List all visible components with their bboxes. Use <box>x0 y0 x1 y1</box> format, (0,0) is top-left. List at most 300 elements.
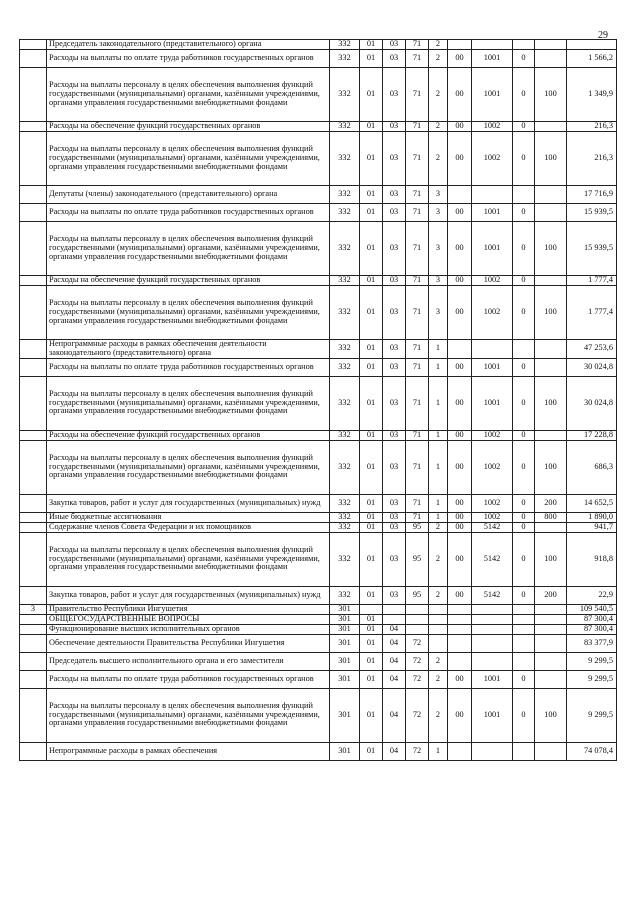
row-code-cell <box>20 68 47 122</box>
row-code-cell: 71 <box>406 132 429 186</box>
row-amount-cell: 1 566,2 <box>567 50 617 68</box>
row-code-cell: 00 <box>448 512 472 522</box>
row-name-cell: Депутаты (члены) законодательного (представительного) органа <box>47 186 330 204</box>
row-code-cell: 0 <box>513 276 535 286</box>
row-code-cell: 01 <box>360 512 383 522</box>
row-code-cell <box>20 358 47 376</box>
row-code-cell: 2 <box>429 586 448 604</box>
row-name-cell: Расходы на выплаты персоналу в целях обеспечения выполнения функций государственными (муниципальными) органами, казёнными учреждениями, органами управления государственными внебюджетными фондами <box>47 286 330 340</box>
row-code-cell: 332 <box>330 440 360 494</box>
row-amount-cell: 1 890,0 <box>567 512 617 522</box>
row-code-cell: 0 <box>513 358 535 376</box>
table-row <box>20 204 617 222</box>
row-amount-cell <box>567 40 617 50</box>
row-code-cell: 72 <box>406 688 429 742</box>
row-code-cell <box>535 430 567 440</box>
row-code-cell <box>20 186 47 204</box>
row-code-cell <box>20 522 47 532</box>
table-row <box>20 286 617 340</box>
row-code-cell: 1002 <box>472 132 513 186</box>
row-code-cell <box>448 742 472 760</box>
row-name-cell: Расходы на выплаты персоналу в целях обеспечения выполнения функций государственными (муниципальными) органами, казёнными учреждениями, органами управления государственными внебюджетными фондами <box>47 68 330 122</box>
row-code-cell: 332 <box>330 276 360 286</box>
row-code-cell: 0 <box>513 670 535 688</box>
row-code-cell: 301 <box>330 652 360 670</box>
row-code-cell: 01 <box>360 670 383 688</box>
row-code-cell: 01 <box>360 286 383 340</box>
row-code-cell: 03 <box>383 122 406 132</box>
row-code-cell: 3 <box>429 186 448 204</box>
row-code-cell <box>20 614 47 624</box>
row-code-cell: 332 <box>330 532 360 586</box>
row-amount-cell: 9 299,5 <box>567 688 617 742</box>
row-amount-cell: 74 078,4 <box>567 742 617 760</box>
row-name-cell: Председатель законодательного (представительного) органа <box>47 40 330 50</box>
row-code-cell <box>448 340 472 359</box>
row-code-cell: 71 <box>406 50 429 68</box>
row-code-cell: 1002 <box>472 430 513 440</box>
row-amount-cell: 15 939,5 <box>567 204 617 222</box>
row-code-cell: 03 <box>383 512 406 522</box>
row-code-cell: 03 <box>383 186 406 204</box>
row-code-cell: 00 <box>448 688 472 742</box>
row-code-cell: 00 <box>448 430 472 440</box>
row-code-cell <box>20 652 47 670</box>
row-code-cell: 71 <box>406 358 429 376</box>
row-code-cell: 01 <box>360 132 383 186</box>
row-code-cell: 04 <box>383 742 406 760</box>
row-name-cell: Расходы на обеспечение функций государственных органов <box>47 276 330 286</box>
row-code-cell: 04 <box>383 652 406 670</box>
row-code-cell <box>20 440 47 494</box>
row-code-cell: 3 <box>429 286 448 340</box>
row-code-cell <box>535 742 567 760</box>
row-amount-cell: 22,9 <box>567 586 617 604</box>
row-code-cell: 03 <box>383 522 406 532</box>
row-code-cell <box>472 742 513 760</box>
row-name-cell: Расходы на обеспечение функций государственных органов <box>47 430 330 440</box>
page-number: 29 <box>598 30 608 41</box>
row-code-cell: 5142 <box>472 586 513 604</box>
table-row <box>20 586 617 604</box>
row-amount-cell: 47 253,6 <box>567 340 617 359</box>
row-code-cell: 03 <box>383 494 406 512</box>
row-code-cell <box>20 132 47 186</box>
row-code-cell <box>513 340 535 359</box>
row-code-cell <box>20 634 47 652</box>
row-code-cell: 100 <box>535 68 567 122</box>
row-code-cell: 00 <box>448 532 472 586</box>
row-code-cell: 01 <box>360 376 383 430</box>
row-amount-cell: 216,3 <box>567 122 617 132</box>
row-name-cell: ОБЩЕГОСУДАРСТВЕННЫЕ ВОПРОСЫ <box>47 614 330 624</box>
row-code-cell: 100 <box>535 688 567 742</box>
row-amount-cell: 686,3 <box>567 440 617 494</box>
table-row <box>20 122 617 132</box>
row-code-cell: 100 <box>535 132 567 186</box>
row-code-cell <box>535 614 567 624</box>
row-code-cell: 00 <box>448 132 472 186</box>
table-row <box>20 670 617 688</box>
row-code-cell: 332 <box>330 376 360 430</box>
row-name-cell: Расходы на выплаты персоналу в целях обеспечения выполнения функций государственными (муниципальными) органами, казёнными учреждениями, органами управления государственными внебюджетными фондами <box>47 440 330 494</box>
row-amount-cell: 941,7 <box>567 522 617 532</box>
row-amount-cell: 30 024,8 <box>567 358 617 376</box>
row-code-cell <box>472 624 513 634</box>
row-name-cell: Правительство Республики Ингушетия <box>47 604 330 614</box>
row-code-cell: 95 <box>406 522 429 532</box>
row-code-cell: 03 <box>383 132 406 186</box>
row-code-cell: 1001 <box>472 50 513 68</box>
row-code-cell <box>513 624 535 634</box>
row-code-cell: 03 <box>383 276 406 286</box>
row-code-cell <box>513 742 535 760</box>
row-code-cell: 0 <box>513 222 535 276</box>
row-code-cell: 5142 <box>472 522 513 532</box>
table-row <box>20 340 617 359</box>
row-name-cell: Расходы на выплаты по оплате труда работников государственных органов <box>47 50 330 68</box>
row-code-cell: 1002 <box>472 122 513 132</box>
row-code-cell: 1002 <box>472 494 513 512</box>
row-code-cell: 3 <box>429 204 448 222</box>
row-code-cell <box>360 604 383 614</box>
table-row <box>20 222 617 276</box>
row-code-cell: 1 <box>429 358 448 376</box>
row-code-cell: 71 <box>406 286 429 340</box>
row-code-cell: 1 <box>429 494 448 512</box>
row-code-cell: 1 <box>429 430 448 440</box>
table-row <box>20 186 617 204</box>
row-code-cell: 01 <box>360 40 383 50</box>
row-code-cell <box>535 276 567 286</box>
row-code-cell: 100 <box>535 376 567 430</box>
row-code-cell: 03 <box>383 222 406 276</box>
row-code-cell: 332 <box>330 512 360 522</box>
row-code-cell: 03 <box>383 68 406 122</box>
row-code-cell: 71 <box>406 376 429 430</box>
row-code-cell: 71 <box>406 440 429 494</box>
row-amount-cell: 30 024,8 <box>567 376 617 430</box>
row-code-cell: 04 <box>383 670 406 688</box>
row-code-cell <box>448 634 472 652</box>
row-code-cell: 03 <box>383 430 406 440</box>
row-code-cell: 00 <box>448 68 472 122</box>
row-code-cell: 2 <box>429 522 448 532</box>
row-code-cell: 01 <box>360 222 383 276</box>
row-code-cell: 01 <box>360 122 383 132</box>
table-row <box>20 440 617 494</box>
row-code-cell <box>20 670 47 688</box>
row-code-cell: 1001 <box>472 222 513 276</box>
row-amount-cell: 918,8 <box>567 532 617 586</box>
row-code-cell: 71 <box>406 512 429 522</box>
row-code-cell: 0 <box>513 204 535 222</box>
row-amount-cell: 83 377,9 <box>567 634 617 652</box>
row-code-cell: 0 <box>513 532 535 586</box>
row-code-cell: 200 <box>535 494 567 512</box>
row-code-cell: 71 <box>406 222 429 276</box>
table-row <box>20 430 617 440</box>
row-name-cell: Расходы на обеспечение функций государственных органов <box>47 122 330 132</box>
row-code-cell: 1002 <box>472 512 513 522</box>
row-name-cell: Иные бюджетные ассигнования <box>47 512 330 522</box>
row-code-cell: 332 <box>330 204 360 222</box>
row-code-cell: 03 <box>383 204 406 222</box>
row-code-cell: 00 <box>448 522 472 532</box>
row-code-cell: 1001 <box>472 688 513 742</box>
row-code-cell: 00 <box>448 358 472 376</box>
row-code-cell: 3 <box>429 222 448 276</box>
row-code-cell <box>513 652 535 670</box>
row-code-cell: 01 <box>360 614 383 624</box>
row-name-cell: Председатель высшего исполнительного органа и его заместители <box>47 652 330 670</box>
row-code-cell <box>535 624 567 634</box>
table-row <box>20 358 617 376</box>
row-amount-cell: 87 300,4 <box>567 614 617 624</box>
row-name-cell: Непрограммные расходы в рамках обеспечения деятельности законодательного (представительного) органа <box>47 340 330 359</box>
row-code-cell: 332 <box>330 430 360 440</box>
row-code-cell: 00 <box>448 204 472 222</box>
row-code-cell: 301 <box>330 670 360 688</box>
row-code-cell <box>535 122 567 132</box>
row-code-cell <box>535 186 567 204</box>
row-code-cell: 332 <box>330 586 360 604</box>
row-code-cell <box>472 186 513 204</box>
row-code-cell: 100 <box>535 532 567 586</box>
row-code-cell <box>535 604 567 614</box>
row-code-cell: 3 <box>429 276 448 286</box>
row-code-cell: 332 <box>330 222 360 276</box>
row-code-cell: 01 <box>360 440 383 494</box>
row-code-cell: 95 <box>406 586 429 604</box>
table-row <box>20 688 617 742</box>
row-name-cell: Функционирование высших исполнительных органов <box>47 624 330 634</box>
row-code-cell: 01 <box>360 358 383 376</box>
row-code-cell: 1002 <box>472 440 513 494</box>
row-code-cell: 800 <box>535 512 567 522</box>
table-row <box>20 532 617 586</box>
row-code-cell <box>513 634 535 652</box>
table-row <box>20 614 617 624</box>
row-code-cell: 0 <box>513 376 535 430</box>
row-code-cell: 0 <box>513 494 535 512</box>
row-name-cell: Расходы на выплаты персоналу в целях обеспечения выполнения функций государственными (муниципальными) органами, казёнными учреждениями, органами управления государственными внебюджетными фондами <box>47 376 330 430</box>
row-code-cell: 1001 <box>472 68 513 122</box>
row-code-cell: 01 <box>360 742 383 760</box>
row-code-cell: 72 <box>406 742 429 760</box>
row-code-cell: 01 <box>360 204 383 222</box>
row-code-cell: 01 <box>360 624 383 634</box>
row-code-cell: 03 <box>383 586 406 604</box>
row-code-cell <box>20 122 47 132</box>
row-code-cell: 2 <box>429 688 448 742</box>
row-code-cell: 03 <box>383 286 406 340</box>
row-code-cell: 2 <box>429 132 448 186</box>
table-row <box>20 624 617 634</box>
row-code-cell: 1001 <box>472 204 513 222</box>
row-code-cell <box>20 286 47 340</box>
row-code-cell: 332 <box>330 132 360 186</box>
row-code-cell: 71 <box>406 204 429 222</box>
row-code-cell: 03 <box>383 40 406 50</box>
row-code-cell: 03 <box>383 376 406 430</box>
row-amount-cell: 216,3 <box>567 132 617 186</box>
row-code-cell: 00 <box>448 286 472 340</box>
row-name-cell: Расходы на выплаты персоналу в целях обеспечения выполнения функций государственными (муниципальными) органами, казёнными учреждениями, органами управления государственными внебюджетными фондами <box>47 688 330 742</box>
row-code-cell: 00 <box>448 222 472 276</box>
row-code-cell <box>383 614 406 624</box>
row-code-cell <box>20 376 47 430</box>
row-code-cell: 1002 <box>472 276 513 286</box>
row-code-cell <box>448 652 472 670</box>
row-code-cell: 1 <box>429 340 448 359</box>
row-code-cell: 00 <box>448 122 472 132</box>
row-code-cell <box>20 688 47 742</box>
row-code-cell <box>535 50 567 68</box>
row-code-cell: 71 <box>406 340 429 359</box>
row-code-cell: 03 <box>383 440 406 494</box>
row-code-cell: 00 <box>448 376 472 430</box>
row-name-cell: Расходы на выплаты персоналу в целях обеспечения выполнения функций государственными (муниципальными) органами, казёнными учреждениями, органами управления государственными внебюджетными фондами <box>47 222 330 276</box>
row-code-cell: 1002 <box>472 286 513 340</box>
row-code-cell: 72 <box>406 634 429 652</box>
row-code-cell <box>429 624 448 634</box>
row-code-cell: 332 <box>330 494 360 512</box>
row-code-cell <box>513 40 535 50</box>
row-code-cell: 04 <box>383 634 406 652</box>
row-code-cell: 5142 <box>472 532 513 586</box>
row-code-cell: 00 <box>448 276 472 286</box>
row-code-cell <box>20 340 47 359</box>
row-code-cell: 100 <box>535 440 567 494</box>
row-name-cell: Закупка товаров, работ и услуг для государственных (муниципальных) нужд <box>47 494 330 512</box>
row-code-cell <box>513 186 535 204</box>
row-amount-cell: 9 299,5 <box>567 652 617 670</box>
row-code-cell: 72 <box>406 670 429 688</box>
row-code-cell: 71 <box>406 68 429 122</box>
row-code-cell <box>535 40 567 50</box>
row-code-cell <box>383 604 406 614</box>
row-code-cell: 04 <box>383 624 406 634</box>
row-code-cell: 332 <box>330 40 360 50</box>
row-code-cell: 2 <box>429 68 448 122</box>
row-code-cell: 301 <box>330 742 360 760</box>
table-row <box>20 494 617 512</box>
row-code-cell: 0 <box>513 440 535 494</box>
row-code-cell <box>472 604 513 614</box>
row-code-cell <box>535 522 567 532</box>
row-code-cell <box>535 652 567 670</box>
row-code-cell: 01 <box>360 522 383 532</box>
row-code-cell: 01 <box>360 532 383 586</box>
row-name-cell: Содержание членов Совета Федерации и их помощников <box>47 522 330 532</box>
row-code-cell: 332 <box>330 122 360 132</box>
row-name-cell: Расходы на выплаты персоналу в целях обеспечения выполнения функций государственными (муниципальными) органами, казёнными учреждениями, органами управления государственными внебюджетными фондами <box>47 532 330 586</box>
row-code-cell: 71 <box>406 40 429 50</box>
row-code-cell: 2 <box>429 652 448 670</box>
row-code-cell <box>513 614 535 624</box>
row-code-cell <box>20 742 47 760</box>
row-amount-cell: 1 777,4 <box>567 286 617 340</box>
row-code-cell <box>472 340 513 359</box>
row-code-cell: 0 <box>513 50 535 68</box>
row-code-cell: 301 <box>330 634 360 652</box>
row-name-cell: Расходы на выплаты по оплате труда работников государственных органов <box>47 358 330 376</box>
row-code-cell: 2 <box>429 122 448 132</box>
row-amount-cell: 87 300,4 <box>567 624 617 634</box>
row-code-cell: 2 <box>429 532 448 586</box>
row-code-cell: 1001 <box>472 358 513 376</box>
row-code-cell: 71 <box>406 122 429 132</box>
row-code-cell: 0 <box>513 512 535 522</box>
row-code-cell <box>20 222 47 276</box>
row-amount-cell: 15 939,5 <box>567 222 617 276</box>
row-code-cell: 03 <box>383 50 406 68</box>
row-code-cell: 01 <box>360 340 383 359</box>
budget-table <box>19 39 617 761</box>
row-code-cell: 0 <box>513 522 535 532</box>
table-row <box>20 376 617 430</box>
row-code-cell: 332 <box>330 522 360 532</box>
row-code-cell <box>448 624 472 634</box>
row-code-cell: 01 <box>360 430 383 440</box>
row-code-cell: 301 <box>330 614 360 624</box>
row-code-cell: 01 <box>360 68 383 122</box>
row-code-cell <box>448 40 472 50</box>
row-code-cell: 2 <box>429 50 448 68</box>
row-code-cell <box>535 358 567 376</box>
row-code-cell <box>535 634 567 652</box>
row-code-cell: 0 <box>513 132 535 186</box>
row-code-cell <box>20 624 47 634</box>
row-name-cell: Расходы на выплаты персоналу в целях обеспечения выполнения функций государственными (муниципальными) органами, казёнными учреждениями, органами управления государственными внебюджетными фондами <box>47 132 330 186</box>
row-code-cell: 01 <box>360 276 383 286</box>
row-code-cell <box>20 276 47 286</box>
row-code-cell: 332 <box>330 50 360 68</box>
table-row <box>20 512 617 522</box>
row-name-cell: Обеспечение деятельности Правительства Республики Ингушетия <box>47 634 330 652</box>
row-code-cell: 200 <box>535 586 567 604</box>
row-code-cell: 2 <box>429 670 448 688</box>
row-code-cell: 301 <box>330 624 360 634</box>
row-code-cell: 0 <box>513 122 535 132</box>
row-code-cell <box>20 204 47 222</box>
row-code-cell <box>20 494 47 512</box>
row-code-cell: 301 <box>330 604 360 614</box>
table-row <box>20 652 617 670</box>
row-code-cell <box>20 586 47 604</box>
row-code-cell: 332 <box>330 340 360 359</box>
row-code-cell: 1 <box>429 512 448 522</box>
row-code-cell: 71 <box>406 494 429 512</box>
row-code-cell: 1001 <box>472 376 513 430</box>
row-code-cell: 301 <box>330 688 360 742</box>
row-code-cell: 71 <box>406 186 429 204</box>
row-code-cell: 03 <box>383 358 406 376</box>
row-name-cell: Расходы на выплаты по оплате труда работников государственных органов <box>47 670 330 688</box>
row-code-cell: 332 <box>330 186 360 204</box>
row-code-cell: 00 <box>448 586 472 604</box>
row-code-cell: 00 <box>448 494 472 512</box>
row-code-cell: 332 <box>330 286 360 340</box>
table-row <box>20 522 617 532</box>
row-code-cell <box>20 512 47 522</box>
row-code-cell: 00 <box>448 440 472 494</box>
row-amount-cell: 9 299,5 <box>567 670 617 688</box>
row-code-cell <box>429 604 448 614</box>
row-code-cell: 71 <box>406 276 429 286</box>
row-code-cell: 2 <box>429 40 448 50</box>
